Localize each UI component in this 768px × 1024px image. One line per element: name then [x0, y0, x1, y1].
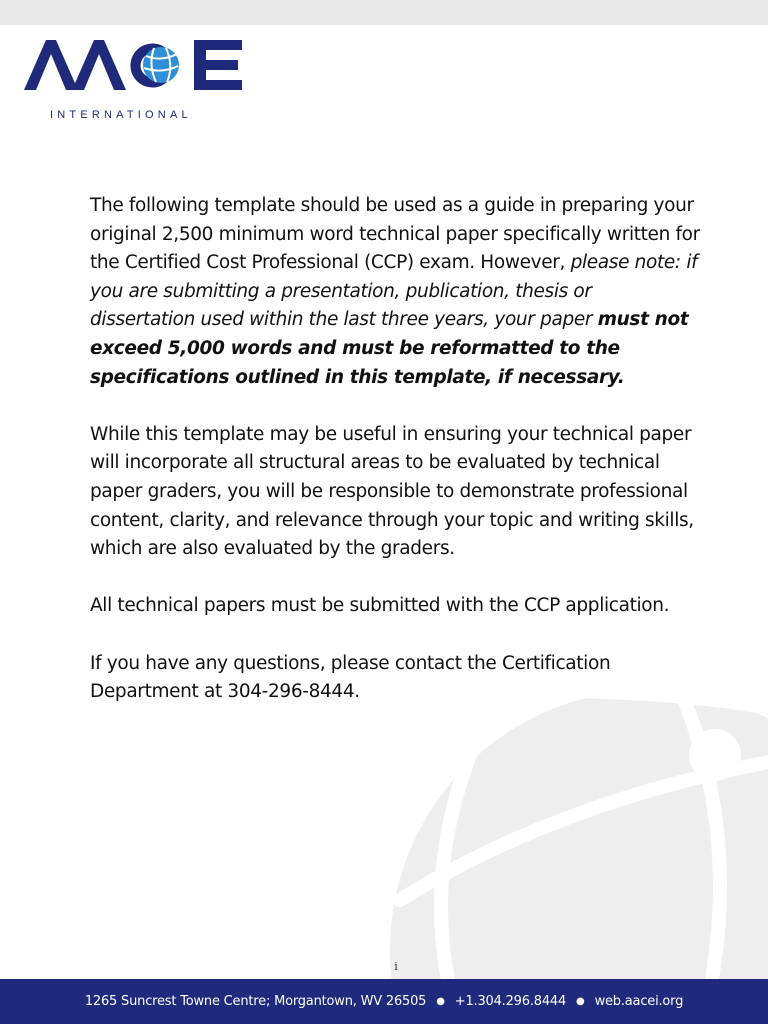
paragraph-word-limit-bold: must not exceed 5,000 words and must be reformatted to the specifications outlined in this template, if necessary. — [90, 309, 689, 388]
paragraph-intro-text: The following template should be used as a guide in preparing your original 2,500 minimum word technical paper specifically written for the Certified Cost Professional (CCP) exam. However, — [90, 195, 700, 274]
globe-icon — [143, 47, 179, 83]
footer-separator-bullet: ● — [436, 996, 445, 1007]
paragraph-contact: If you have any questions, please contact the Certification Department at 304-296-8444. — [90, 652, 611, 703]
aace-international-logo — [24, 38, 254, 128]
paragraph-submission: All technical papers must be submitted with the CCP application. — [90, 595, 670, 617]
footer-separator-bullet: ● — [576, 996, 585, 1007]
footer-contact-bar — [0, 979, 768, 1024]
footer-address: 1265 Suncrest Towne Centre; Morgantown, WV 26505 — [84, 994, 427, 1009]
footer-phone: +1.304.296.8444 — [454, 994, 567, 1009]
logo-tagline: INTERNATIONAL — [50, 109, 192, 121]
page-number: i — [394, 960, 398, 973]
paragraph-template-usage: While this template may be useful in ensuring your technical paper will incorporate all structural areas to be evaluated by technical paper graders, you will be responsible to demonstrate professional content, clarity, and relevance through your topic and writing skills, which are also evaluated by the graders. — [90, 423, 694, 560]
paragraph-note-italic: please note: if you are submitting a presentation, publication, thesis or dissertation used within the last three years, your paper — [90, 252, 698, 331]
footer-website-link[interactable]: web.aacei.org — [594, 994, 684, 1009]
logo-wordmark-letters — [24, 40, 242, 90]
paragraph-instructions — [90, 192, 700, 392]
top-header-band — [0, 0, 768, 25]
document-body — [90, 192, 700, 735]
